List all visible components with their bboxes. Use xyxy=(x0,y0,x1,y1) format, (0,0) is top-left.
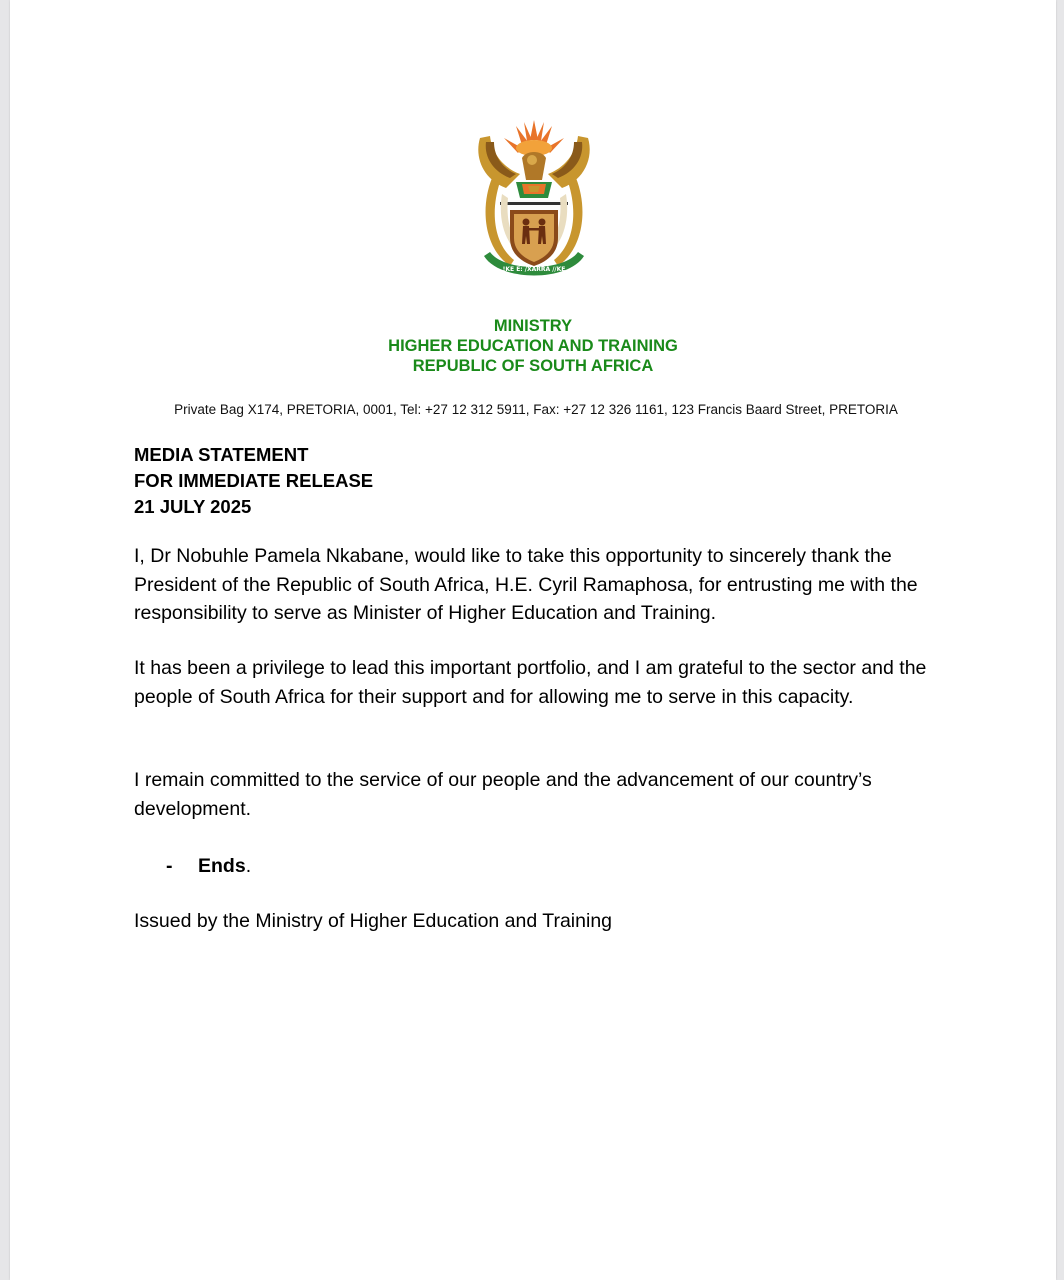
body-paragraph-2: It has been a privilege to lead this important portfolio, and I am grateful to the sector and the people of South Africa for their support and for allowing me to serve in this capacity. xyxy=(134,657,927,708)
svg-text:!KE E: /XARRA //KE: !KE E: /XARRA //KE xyxy=(502,266,566,273)
department-name: HIGHER EDUCATION AND TRAINING xyxy=(388,337,678,355)
statement-heading xyxy=(134,442,373,520)
release-label: FOR IMMEDIATE RELEASE xyxy=(134,470,374,491)
ends-word: Ends xyxy=(198,855,246,877)
statement-date: 21 JULY 2025 xyxy=(134,496,252,517)
ends-marker xyxy=(166,852,251,880)
body-paragraph-3: I remain committed to the service of our people and the advancement of our country’s development. xyxy=(134,769,872,820)
address-line: Private Bag X174, PRETORIA, 0001, Tel: +27 12 312 5911, Fax: +27 12 326 1161, 123 Francis Baard Street, PRETORIA xyxy=(174,402,898,417)
media-statement-label: MEDIA STATEMENT xyxy=(134,444,309,465)
ministry-header xyxy=(10,316,1056,376)
ends-period: . xyxy=(245,855,252,877)
coat-of-arms-icon xyxy=(470,118,598,290)
ministry-title: MINISTRY xyxy=(493,317,573,335)
ends-dash: - xyxy=(166,855,173,877)
country-name: REPUBLIC OF SOUTH AFRICA xyxy=(412,357,654,375)
document-page xyxy=(10,0,1056,1280)
body-paragraph-1: I, Dr Nobuhle Pamela Nkabane, would like to take this opportunity to sincerely thank the President of the Republic of South Africa, H.E. Cyril Ramaphosa, for entrusting me with the responsibility to serve as Minister of Higher Education and Training. xyxy=(134,545,918,624)
issued-by-line: Issued by the Ministry of Higher Education and Training xyxy=(134,910,613,932)
